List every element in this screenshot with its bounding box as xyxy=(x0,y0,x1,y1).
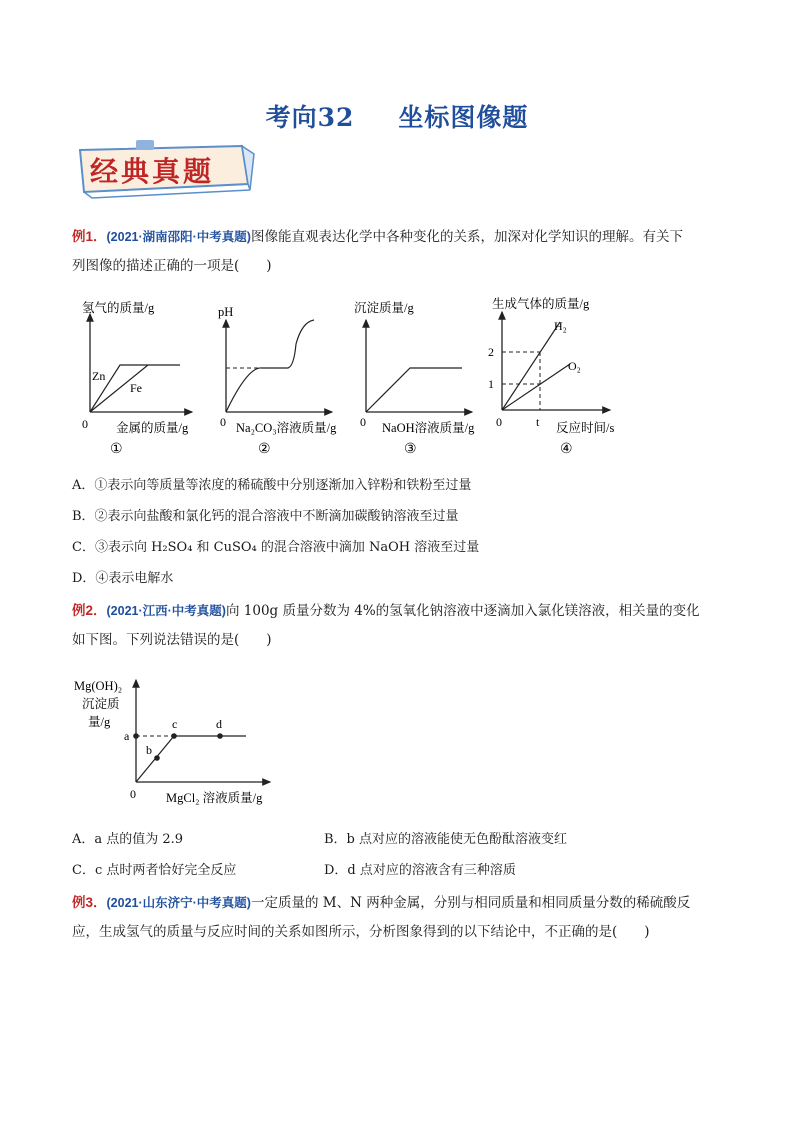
graph-2-circle: ② xyxy=(258,442,271,457)
graph-4-origin: 0 xyxy=(496,415,502,429)
graph-2-xlabel: Na₂CO₃溶液质量/g xyxy=(236,421,337,435)
question-stem: 图像能直观表达化学中各种变化的关系，加深对化学知识的理解。有关下 xyxy=(250,229,683,245)
graph-4 xyxy=(488,296,614,457)
question-number: 例1． xyxy=(72,229,107,244)
q1-option-d: D．④表示电解水 xyxy=(72,571,174,586)
graph-4-ylabel: 生成气体的质量/g xyxy=(492,297,590,311)
section-banner xyxy=(72,140,256,202)
mg-oh2-line xyxy=(136,736,246,782)
graph-3-xlabel: NaOH溶液质量/g xyxy=(382,421,475,435)
graph-2-origin: 0 xyxy=(220,415,226,429)
ylabel-line-3: 量/g xyxy=(88,715,111,729)
label-d: d xyxy=(216,717,222,731)
ylabel-line-2: 沉淀质 xyxy=(82,697,120,711)
ylabel-line-1: Mg(OH)₂ xyxy=(74,679,123,693)
question-2-graph xyxy=(70,672,290,812)
zn-label: Zn xyxy=(92,369,106,383)
point-d xyxy=(217,733,223,739)
graph-4-tick-1: 1 xyxy=(488,377,494,391)
page-title xyxy=(0,98,794,134)
question-stem-cont: 列图像的描述正确的一项是( ) xyxy=(72,258,272,274)
h2-label: H₂ xyxy=(554,319,567,333)
q1-option-b: B．②表示向盐酸和氯化钙的混合溶液中不断滴加碳酸钠溶液至过量 xyxy=(72,509,459,524)
graph-4-tick-2: 2 xyxy=(488,345,494,359)
question-source: (2021·山东济宁·中考真题) xyxy=(106,896,251,910)
graph-4-xlabel: 反应时间/s xyxy=(556,421,615,435)
question-1-graphs xyxy=(70,292,630,462)
label-c: c xyxy=(172,717,178,731)
o2-label: O₂ xyxy=(568,359,581,373)
precipitate-line xyxy=(366,368,462,412)
question-stem-cont: 如下图。下列说法错误的是( ) xyxy=(72,632,272,648)
question-stem: 一定质量的 M、N 两种金属，分别与相同质量和相同质量分数的稀硫酸反 xyxy=(250,895,691,911)
graph-1-ylabel: 氢气的质量/g xyxy=(82,301,155,315)
graph-3-ylabel: 沉淀质量/g xyxy=(354,301,414,315)
graph-3 xyxy=(354,300,475,457)
q2-option-c: C．c 点时两者恰好完全反应 xyxy=(72,863,237,878)
point-a xyxy=(133,733,139,739)
h2-line xyxy=(502,322,560,410)
graph-1 xyxy=(82,300,192,457)
q2-option-b: B．b 点对应的溶液能使无色酚酞溶液变红 xyxy=(324,832,568,847)
question-number: 例2． xyxy=(72,603,107,618)
graph-1-xlabel: 金属的质量/g xyxy=(116,421,189,435)
graph-4-circle: ④ xyxy=(560,442,573,457)
q1-option-a: A．①表示向等质量等浓度的稀硫酸中分别逐渐加入锌粉和铁粉至过量 xyxy=(72,478,472,493)
banner-text: 经典真题 xyxy=(90,155,215,188)
graph-1-origin: 0 xyxy=(82,417,88,431)
label-b: b xyxy=(146,743,152,757)
question-1-stem xyxy=(72,222,722,281)
graph-3-circle: ③ xyxy=(404,442,417,457)
graph-4-xtick: t xyxy=(536,415,540,429)
question-source: (2021·江西·中考真题) xyxy=(106,604,226,618)
point-c xyxy=(171,733,177,739)
q2-option-a: A．a 点的值为 2.9 xyxy=(72,832,184,847)
question-stem: 向 100g 质量分数为 4%的氢氧化钠溶液中逐滴加入氯化镁溶液，相关量的变化 xyxy=(225,603,700,619)
question-stem-cont: 应，生成氢气的质量与反应时间的关系如图所示，分析图象得到的以下结论中，不正确的是( ) xyxy=(72,924,650,940)
point-b xyxy=(154,755,160,761)
ph-curve xyxy=(226,320,314,412)
graph-2 xyxy=(218,305,337,457)
label-a: a xyxy=(124,729,130,743)
o2-line xyxy=(502,364,570,410)
question-2-stem xyxy=(72,596,722,655)
graph-origin: 0 xyxy=(130,787,136,801)
graph-1-circle: ① xyxy=(110,442,123,457)
question-3-stem xyxy=(72,888,722,947)
q1-option-c: C．③表示向 H₂SO₄ 和 CuSO₄ 的混合溶液中滴加 NaOH 溶液至过量 xyxy=(72,540,480,555)
q2-option-d: D．d 点对应的溶液含有三种溶质 xyxy=(324,863,516,878)
title-prefix: 考向32 xyxy=(265,103,355,132)
graph-2-ylabel: pH xyxy=(218,305,234,319)
title-main: 坐标图像题 xyxy=(398,103,529,132)
question-number: 例3． xyxy=(72,895,107,910)
graph-3-origin: 0 xyxy=(360,415,366,429)
fe-label: Fe xyxy=(130,381,142,395)
graph-xlabel: MgCl₂ 溶液质量/g xyxy=(166,791,263,805)
question-source: (2021·湖南邵阳·中考真题) xyxy=(106,230,251,244)
